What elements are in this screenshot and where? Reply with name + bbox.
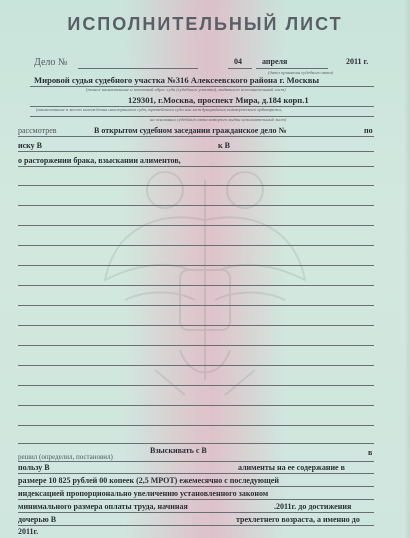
amount-line: размере 10 825 рублей 00 копеек (2,5 МРОТ) ежемесячно с последующей [18,476,279,485]
blank-line-6 [18,285,374,286]
blank-line-4 [18,245,374,246]
blank-line-2 [18,205,374,206]
claim-line [18,151,374,152]
court-caption: (полное наименование и почтовый адрес суда (судебного участка), выдавшего исполнительный лист) [86,87,286,92]
daughter-text: дочерью В [18,515,57,524]
blank-line-7 [18,305,374,306]
three-years-text: трехлетнего возраста, а именно до [236,515,360,524]
address-caption: (наименование и место нахождения иностранного суда, третейского суда или международного коммерческого арбитража, [36,107,282,112]
subject-text: о расторжении брака, взыскании алиментов, [18,156,181,165]
min-wage-underline [18,512,374,513]
subject-line [18,166,374,167]
defendant-text: к В [218,141,230,150]
page-edge-shadow [404,0,410,538]
blank-line-1 [18,185,374,186]
basis-caption: на основании судебного акта которого выдан исполнительный лист) [150,117,287,122]
coat-of-arms-watermark-icon [95,150,315,410]
blank-line-14 [18,443,374,444]
start-date-text: .2011г. до достижения [274,502,352,511]
date-day: 04 [234,57,242,66]
case-number-line [78,68,198,69]
considered-label: рассмотрев [18,126,57,135]
claim-text: иску В [18,141,42,150]
open-session-text: В открытом судебном заседании гражданское дело № [94,126,287,135]
page-title: ИСПОЛНИТЕЛЬНЫЙ ЛИСТ [67,14,343,34]
po-label: по [364,126,373,135]
alimony-text: алименты на ее содержание в [238,463,345,472]
date-month: апреля [262,57,288,66]
v-label: в [368,448,373,457]
court-name: Мировой судья судебного участка №316 Алексеевского района г. Москвы [34,75,320,85]
indexation-underline [18,499,374,500]
date-month-line [256,68,328,69]
blank-line-3 [18,225,374,226]
resolved-label: решил (определил, постановил) [18,453,113,461]
indexation-line: индексацией пропорционально увеличению установленного законом [18,489,269,498]
date-day-line [228,68,252,69]
blank-line-8 [18,325,374,326]
date-year: 2011 г. [346,57,369,66]
amount-underline [18,486,374,487]
blank-line-9 [18,345,374,346]
date-caption: (дата принятия судебного акта) [268,70,334,75]
end-year-text: 2011г. [18,527,39,536]
blank-line-12 [18,405,374,406]
court-address: 129301, г.Москва, проспект Мира, д.184 корп.1 [128,95,309,105]
blank-line-5 [18,265,374,266]
case-number-label: Дело № [34,57,68,68]
benefit-line [18,473,374,474]
blank-line-10 [18,365,374,366]
blank-line-11 [18,385,374,386]
min-wage-line: минимального размера оплаты труда, начиная [18,502,188,511]
resolved-line [18,461,374,462]
recover-text: Взыскивать с В [150,446,207,455]
considered-line [18,136,374,137]
blank-line-13 [18,425,374,426]
daughter-underline [18,525,374,526]
benefit-text: пользу В [18,463,50,472]
